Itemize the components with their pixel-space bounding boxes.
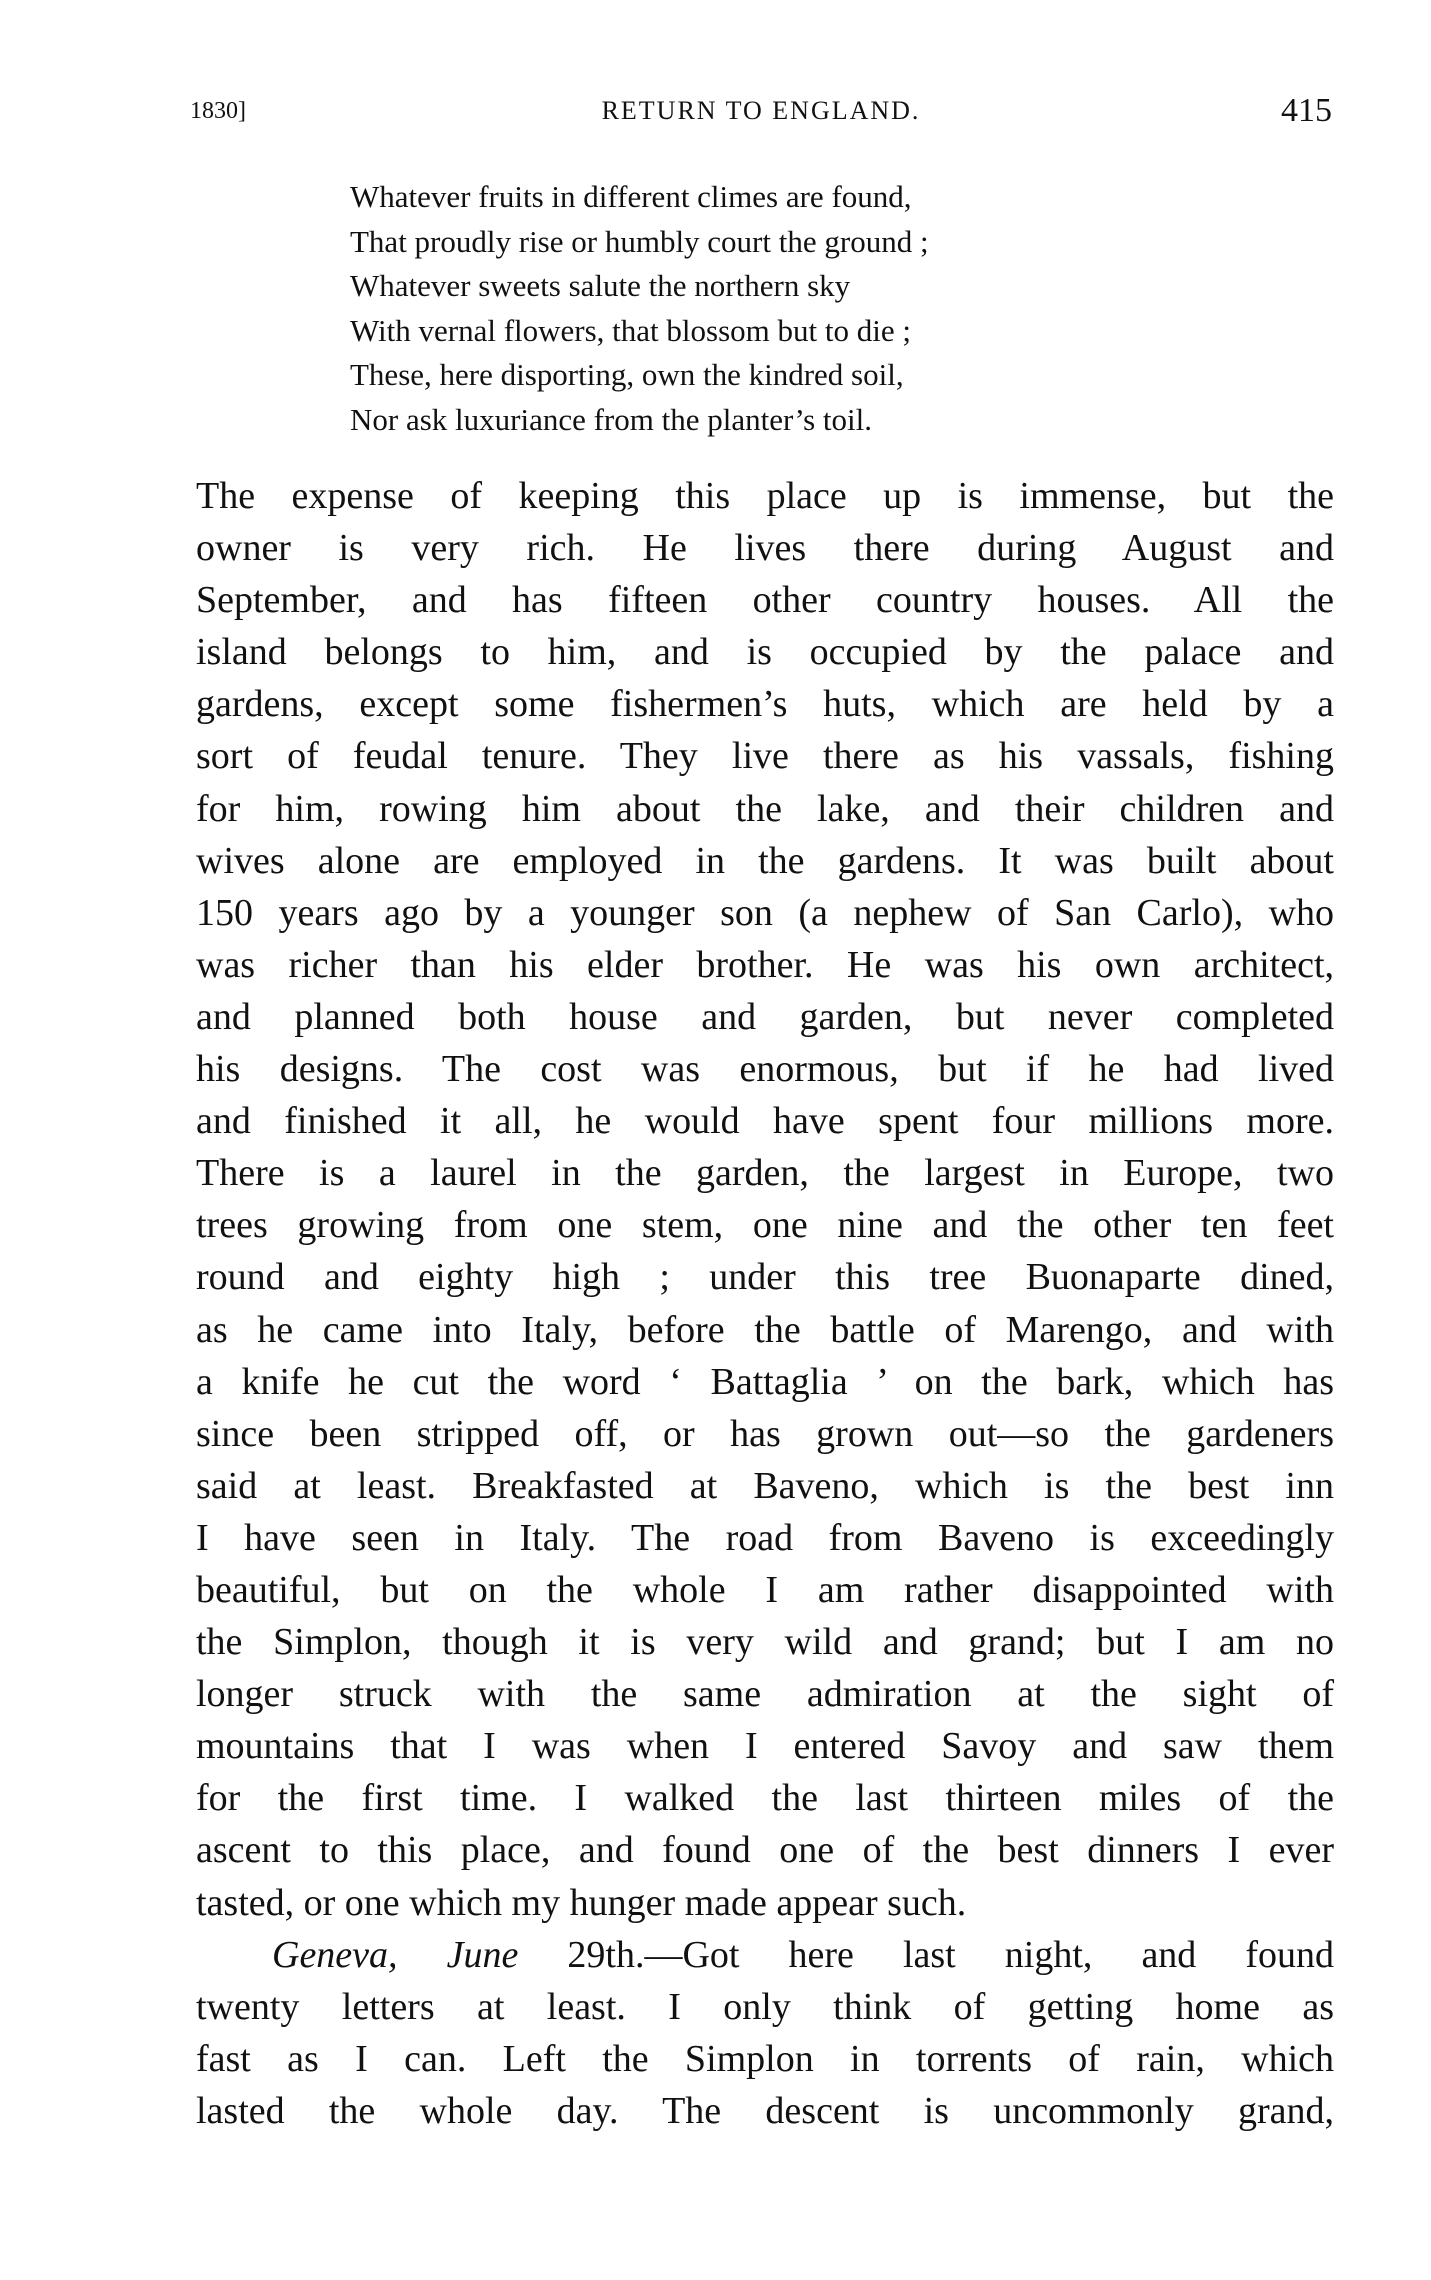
poem-line: With vernal flowers, that blossom but to die ; — [350, 312, 911, 348]
text-line: ascent to this place, and found one of the best dinners I ever — [196, 1829, 1334, 1872]
poem-line: Whatever fruits in different climes are found, — [350, 179, 912, 214]
page-number: 415 — [1281, 92, 1332, 129]
text-line: island belongs to him, and is occupied by the palace and — [196, 631, 1334, 674]
text-line: fast as I can. Left the Simplon in torrents of rain, which — [196, 2037, 1334, 2080]
text-line: and finished it all, he would have spent four millions more. — [196, 1100, 1334, 1143]
text-line: There is a laurel in the garden, the largest in Europe, two — [196, 1152, 1334, 1195]
paragraph-2-first-line — [196, 1929, 1334, 1981]
text-line: tasted, or one which my hunger made appear such. — [196, 1881, 967, 1924]
text-line: said at least. Breakfasted at Baveno, which is the best inn — [196, 1464, 1334, 1507]
dateline-day: 29th. — [567, 1933, 645, 1976]
paragraph-2 — [196, 1929, 1334, 2137]
text-line: gardens, except some fishermen’s huts, which are held by a — [196, 683, 1334, 726]
text-line: his designs. The cost was enormous, but if he had lived — [196, 1048, 1334, 1091]
paragraph-1 — [196, 470, 1334, 1929]
body-text — [196, 470, 1334, 2137]
text-line: mountains that I was when I entered Savoy and saw them — [196, 1725, 1334, 1768]
text-line: the Simplon, though it is very wild and grand; but I am no — [196, 1621, 1334, 1664]
text-line: a knife he cut the word ‘ Battaglia ’ on the bark, which has — [196, 1360, 1334, 1403]
text-line: owner is very rich. He lives there during August and — [196, 527, 1334, 570]
text-line: sort of feudal tenure. They live there as his vassals, fishing — [196, 735, 1334, 778]
text-line: longer struck with the same admiration at the sight of — [196, 1673, 1334, 1716]
text-line: since been stripped off, or has grown out—so the gardeners — [196, 1412, 1334, 1455]
poem-quotation — [350, 175, 929, 442]
poem-line: Whatever sweets salute the northern sky — [350, 268, 851, 303]
text-line: for the first time. I walked the last thirteen miles of the — [196, 1777, 1334, 1820]
text-line: lasted the whole day. The descent is uncommonly grand, — [196, 2089, 1334, 2132]
text-line: beautiful, but on the whole I am rather disappointed with — [196, 1568, 1334, 1611]
first-line-text: —Got here last night, and found — [644, 1933, 1335, 1976]
text-line: and planned both house and garden, but never completed — [196, 995, 1334, 1038]
text-line: for him, rowing him about the lake, and their children and — [196, 787, 1334, 830]
text-line: as he came into Italy, before the battle of Marengo, and with — [196, 1308, 1334, 1351]
text-line: trees growing from one stem, one nine and the other ten feet — [196, 1204, 1334, 1247]
text-line: twenty letters at least. I only think of getting home as — [196, 1985, 1334, 2028]
text-line: September, and has fifteen other country houses. All the — [196, 579, 1334, 622]
text-line: 150 years ago by a younger son (a nephew of San Carlo), who — [196, 891, 1334, 934]
poem-line: These, here disporting, own the kindred soil, — [350, 357, 904, 392]
text-line: The expense of keeping this place up is immense, but the — [196, 475, 1334, 517]
text-line: round and eighty high ; under this tree Buonaparte dined, — [196, 1256, 1334, 1299]
running-header — [190, 92, 1332, 132]
text-line: was richer than his elder brother. He was his own architect, — [196, 943, 1334, 986]
poem-line: Nor ask luxuriance from the planter’s toil. — [350, 401, 872, 437]
dateline-month: June — [446, 1933, 519, 1976]
text-line: I have seen in Italy. The road from Baveno is exceedingly — [196, 1516, 1334, 1559]
text-line: wives alone are employed in the gardens. It was built about — [196, 839, 1334, 882]
header-year: 1830] — [190, 98, 246, 124]
poem-line: That proudly rise or humbly court the ground ; — [350, 223, 929, 259]
header-title: RETURN TO ENGLAND. — [601, 96, 921, 125]
dateline-place: Geneva, — [272, 1933, 398, 1976]
